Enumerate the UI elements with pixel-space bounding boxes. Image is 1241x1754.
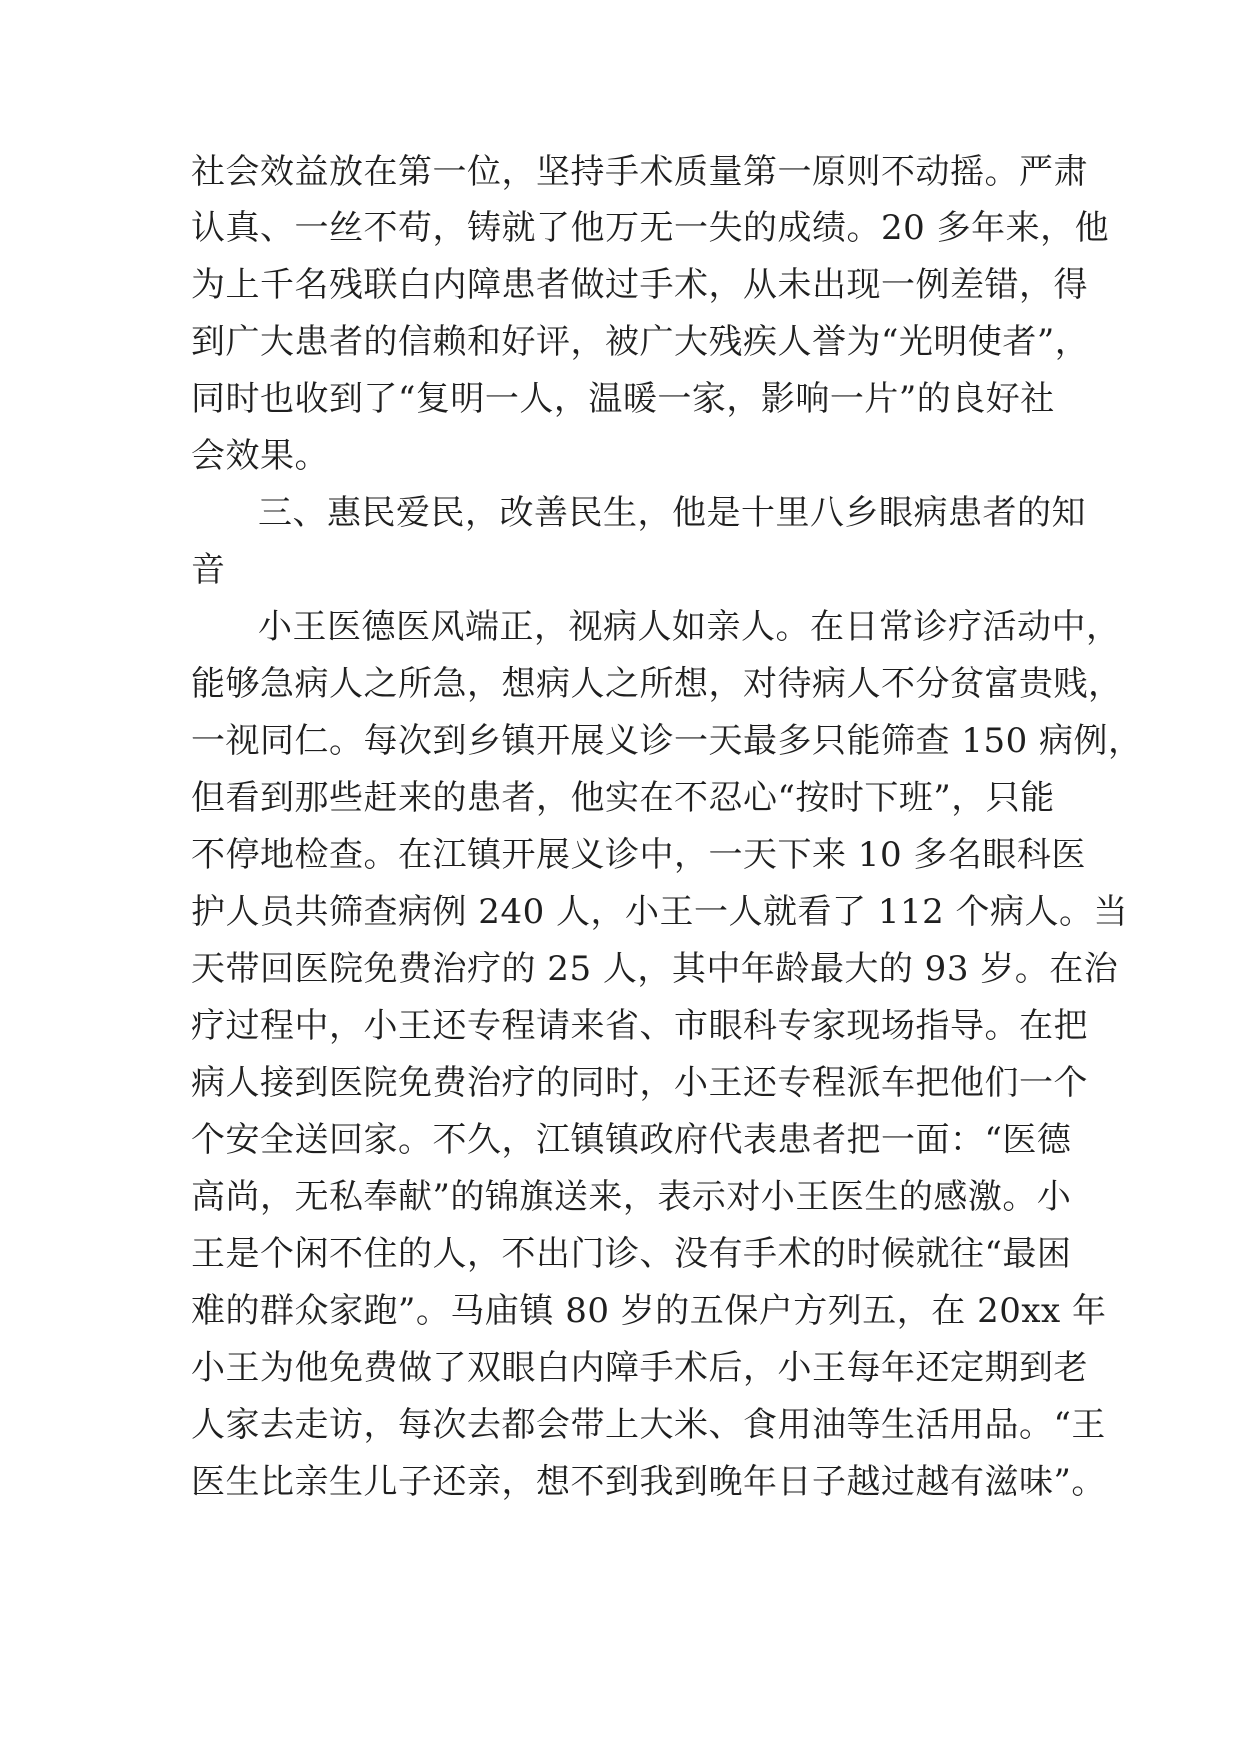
- paragraph-line: 疗过程中，小王还专程请来省、市眼科专家现场指导。在把: [191, 1006, 1088, 1046]
- paragraph-line: 同时也收到了“复明一人，温暖一家，影响一片”的良好社: [191, 379, 1055, 419]
- paragraph-line: 高尚，无私奉献”的锦旗送来，表示对小王医生的感激。小: [191, 1177, 1072, 1217]
- paragraph-line: 医生比亲生儿子还亲，想不到我到晚年日子越过越有滋味”。: [191, 1462, 1106, 1502]
- paragraph-line: 到广大患者的信赖和好评，被广大残疾人誉为“光明使者”，: [191, 322, 1090, 362]
- paragraph-line: 不停地检查。在江镇开展义诊中，一天下来 10 多名眼科医: [191, 835, 1086, 875]
- paragraph-line: 小王医德医风端正，视病人如亲人。在日常诊疗活动中，: [258, 607, 1121, 647]
- paragraph-line: 一视同仁。每次到乡镇开展义诊一天最多只能筛查 150 病例，: [191, 721, 1143, 761]
- paragraph-line: 会效果。: [191, 436, 329, 476]
- paragraph-line: 认真、一丝不苟，铸就了他万无一失的成绩。20 多年来，他: [191, 208, 1110, 248]
- paragraph-line: 能够急病人之所急，想病人之所想，对待病人不分贫富贵贱，: [191, 664, 1123, 704]
- paragraph-line: 为上千名残联白内障患者做过手术，从未出现一例差错，得: [191, 265, 1088, 305]
- section-heading: 三、惠民爱民，改善民生，他是十里八乡眼病患者的知: [258, 493, 1086, 533]
- paragraph-line: 王是个闲不住的人，不出门诊、没有手术的时候就往“最困: [191, 1234, 1072, 1274]
- paragraph-line: 社会效益放在第一位，坚持手术质量第一原则不动摇。严肃: [191, 152, 1088, 192]
- paragraph-line: 但看到那些赶来的患者，他实在不忍心“按时下班”，只能: [191, 778, 1055, 818]
- paragraph-line: 天带回医院免费治疗的 25 人，其中年龄最大的 93 岁。在治: [191, 949, 1119, 989]
- paragraph-line: 难的群众家跑”。马庙镇 80 岁的五保户方列五，在 20xx 年: [191, 1291, 1107, 1331]
- paragraph-line: 小王为他免费做了双眼白内障手术后，小王每年还定期到老: [191, 1348, 1088, 1388]
- paragraph-line: 病人接到医院免费治疗的同时，小王还专程派车把他们一个: [191, 1063, 1088, 1103]
- section-heading-continuation: 音: [191, 550, 226, 590]
- paragraph-line: 个安全送回家。不久，江镇镇政府代表患者把一面：“医德: [191, 1120, 1072, 1160]
- paragraph-line: 人家去走访，每次去都会带上大米、食用油等生活用品。“王: [191, 1405, 1106, 1445]
- paragraph-line: 护人员共筛查病例 240 人，小王一人就看了 112 个病人。当: [191, 892, 1129, 932]
